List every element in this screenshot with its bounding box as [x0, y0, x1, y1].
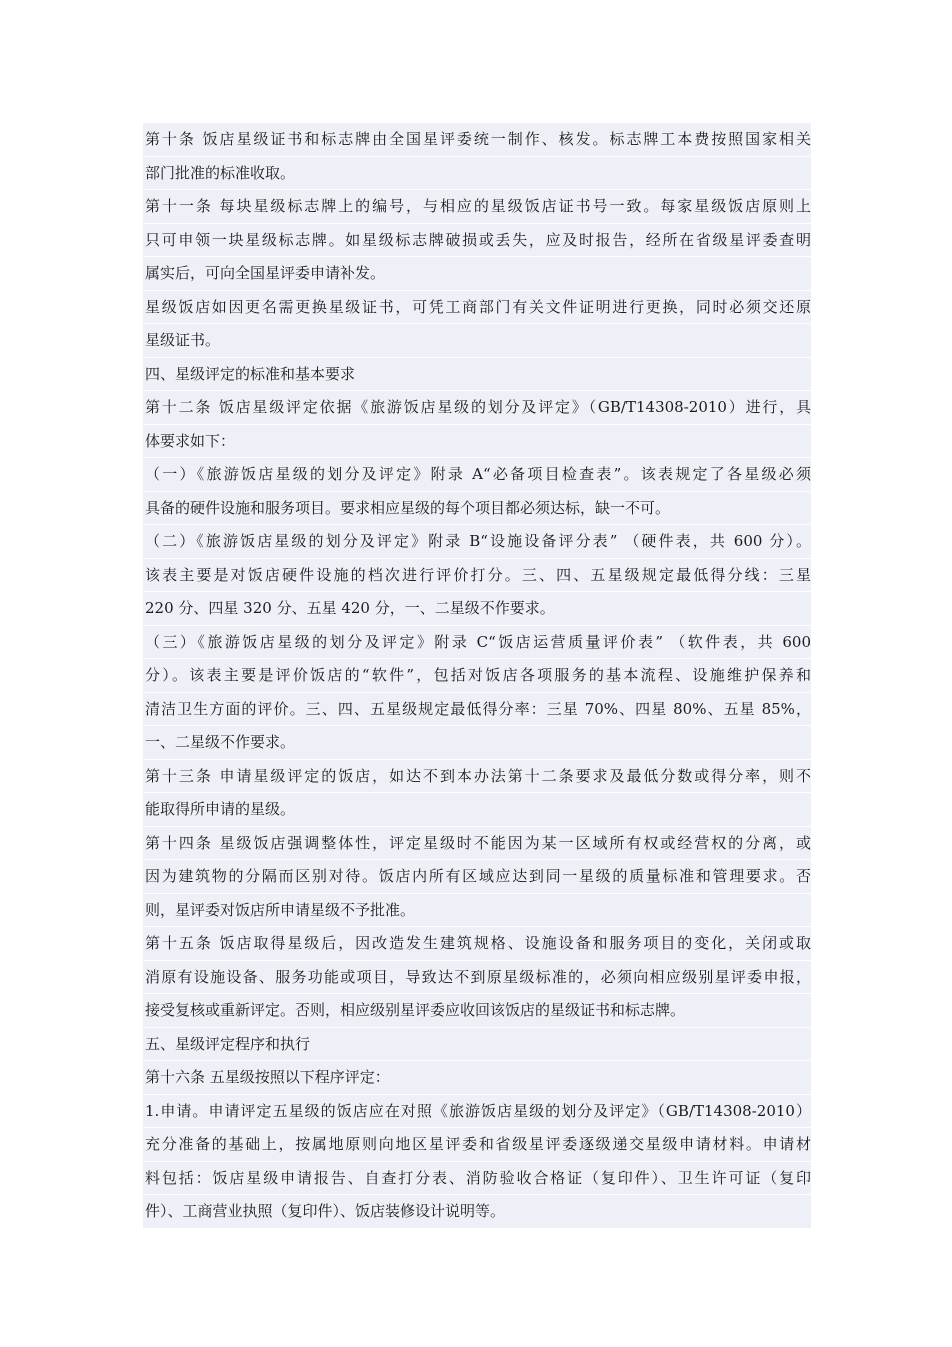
paragraph-appendix-c	[143, 626, 811, 760]
text-line: 第十条 饭店星级证书和标志牌由全国星评委统一制作、核发。标志牌工本费按照国家相关	[143, 123, 811, 157]
paragraph-appendix-a	[143, 458, 811, 525]
text-line: 具备的硬件设施和服务项目。要求相应星级的每个项目都必须达标，缺一不可。	[143, 492, 811, 526]
paragraph-application-step	[143, 1095, 811, 1229]
text-line: 则，星评委对饭店所申请星级不予批准。	[143, 894, 811, 928]
text-line: 一、二星级不作要求。	[143, 726, 811, 760]
text-line: 星级饭店如因更名需更换星级证书，可凭工商部门有关文件证明进行更换，同时必须交还原	[143, 291, 811, 325]
text-line: （一）《旅游饭店星级的划分及评定》附录 A“必备项目检查表”。该表规定了各星级必须	[143, 458, 811, 492]
section-heading-5	[143, 1028, 811, 1062]
text-line: 体要求如下：	[143, 425, 811, 459]
text-line: 部门批准的标准收取。	[143, 157, 811, 191]
text-line: （二）《旅游饭店星级的划分及评定》附录 B“设施设备评分表” （硬件表，共 600 分）。	[143, 525, 811, 559]
text-line: 清洁卫生方面的评价。三、四、五星级规定最低得分率：三星 70%、四星 80%、五星 85%，	[143, 693, 811, 727]
text-line: 第十三条 申请星级评定的饭店，如达不到本办法第十二条要求及最低分数或得分率，则不	[143, 760, 811, 794]
text-line: 接受复核或重新评定。否则，相应级别星评委应收回该饭店的星级证书和标志牌。	[143, 994, 811, 1028]
paragraph-article-11	[143, 190, 811, 291]
paragraph-article-16	[143, 1061, 811, 1095]
text-line: 星级证书。	[143, 324, 811, 358]
text-line: 属实后，可向全国星评委申请补发。	[143, 257, 811, 291]
section-heading-4	[143, 358, 811, 392]
section-heading: 五、星级评定程序和执行	[143, 1028, 811, 1062]
text-line: 消原有设施设备、服务功能或项目，导致达不到原星级标准的，必须向相应级别星评委申报，	[143, 961, 811, 995]
text-line: 第十五条 饭店取得星级后，因改造发生建筑规格、设施设备和服务项目的变化，关闭或取	[143, 927, 811, 961]
text-line: 1.申请。申请评定五星级的饭店应在对照《旅游饭店星级的划分及评定》（GB/T14308-2010）	[143, 1095, 811, 1129]
text-line: 分）。该表主要是评价饭店的“软件”，包括对饭店各项服务的基本流程、设施维护保养和	[143, 659, 811, 693]
text-line: 只可申领一块星级标志牌。如星级标志牌破损或丢失，应及时报告，经所在省级星评委查明	[143, 224, 811, 258]
text-line: 件）、工商营业执照（复印件）、饭店装修设计说明等。	[143, 1195, 811, 1229]
text-line: （三）《旅游饭店星级的划分及评定》附录 C“饭店运营质量评价表” （软件表，共 600	[143, 626, 811, 660]
document-page	[143, 123, 811, 1229]
paragraph-appendix-b	[143, 525, 811, 626]
paragraph-article-15	[143, 927, 811, 1028]
paragraph-article-13	[143, 760, 811, 827]
text-line: 第十六条 五星级按照以下程序评定：	[143, 1061, 811, 1095]
text-line: 料包括：饭店星级申请报告、自查打分表、消防验收合格证（复印件）、卫生许可证（复印	[143, 1162, 811, 1196]
text-line: 第十一条 每块星级标志牌上的编号，与相应的星级饭店证书号一致。每家星级饭店原则上	[143, 190, 811, 224]
text-line: 能取得所申请的星级。	[143, 793, 811, 827]
paragraph-article-14	[143, 827, 811, 928]
paragraph-article-12	[143, 391, 811, 458]
paragraph-rename-certificate	[143, 291, 811, 358]
text-line: 第十四条 星级饭店强调整体性，评定星级时不能因为某一区域所有权或经营权的分离，或	[143, 827, 811, 861]
paragraph-article-10	[143, 123, 811, 190]
section-heading: 四、星级评定的标准和基本要求	[143, 358, 811, 392]
text-line: 该表主要是对饭店硬件设施的档次进行评价打分。三、四、五星级规定最低得分线：三星	[143, 559, 811, 593]
text-line: 因为建筑物的分隔而区别对待。饭店内所有区域应达到同一星级的质量标准和管理要求。否	[143, 860, 811, 894]
text-line: 220 分、四星 320 分、五星 420 分，一、二星级不作要求。	[143, 592, 811, 626]
text-line: 充分准备的基础上，按属地原则向地区星评委和省级星评委逐级递交星级申请材料。申请材	[143, 1128, 811, 1162]
text-line: 第十二条 饭店星级评定依据《旅游饭店星级的划分及评定》（GB/T14308-2010）进行，具	[143, 391, 811, 425]
